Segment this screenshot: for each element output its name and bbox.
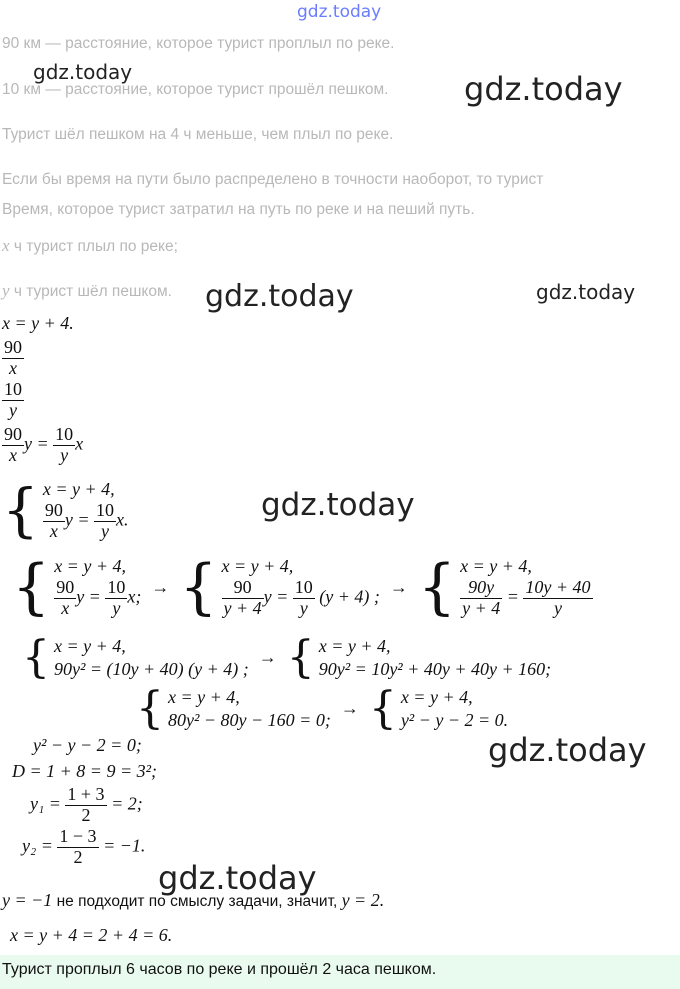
- system-row-3: { x = y + 4, 80y² − 80y − 160 = 0; → { x = y + 4, y² − y − 2 = 0.: [136, 683, 509, 734]
- given-line: Турист шёл пешком на 4 ч меньше, чем плыл по реке.: [2, 126, 394, 143]
- watermark: gdz.today: [158, 859, 317, 897]
- root-y2: y₂ = $\frac{1 - 3}{2}$ = −1.: [22, 826, 146, 867]
- var-y-line: y ч турист шёл пешком.: [2, 281, 172, 300]
- discriminant: D = 1 + 8 = 9 = 3²;: [12, 761, 157, 781]
- answer-box: [0, 955, 680, 989]
- watermark: gdz.today: [261, 487, 415, 523]
- system-row-2: { x = y + 4, 90y² = (10y + 40) (y + 4) ; → { x = y + 4, 90y² = 10y² + 40y + 40y + 160;: [22, 632, 552, 683]
- x-value: x = y + 4 = 2 + 4 = 6.: [10, 925, 173, 945]
- fraction-90-x: $\frac{90}{x}$: [4, 337, 22, 378]
- given-line: 10 км — расстояние, которое турист прошёл пешком.: [2, 81, 389, 98]
- watermark: gdz.today: [33, 60, 133, 84]
- conclusion-line: y = −1 не подходит по смыслу задачи, значит, y = 2.: [2, 890, 385, 910]
- given-line: Время, которое турист затратил на путь по реке и на пеший путь.: [2, 201, 475, 218]
- root-y1: y₁ = $\frac{1 + 3}{2}$ = 2;: [30, 784, 143, 825]
- given-line: 90 км — расстояние, которое турист проплыл по реке.: [2, 35, 395, 52]
- equation-times: $\frac{90}{x}$ y = $\frac{10}{y}$ x: [4, 424, 84, 465]
- watermark: gdz.today: [488, 731, 647, 769]
- watermark-top: gdz.today: [297, 2, 382, 22]
- system-1: { x = y + 4, $\frac{90}{x}$ y = $\frac{10}{y}$ x.: [2, 476, 129, 544]
- watermark: gdz.today: [464, 70, 623, 108]
- watermark: gdz.today: [536, 280, 636, 304]
- given-line: Если бы время на пути было распределено в точности наоборот, то турист: [2, 171, 544, 188]
- answer-text: Турист проплыл 6 часов по реке и прошёл 2 часа пешком.: [2, 961, 437, 978]
- watermark: gdz.today: [205, 279, 354, 314]
- quadratic-equation: y² − y − 2 = 0;: [33, 735, 142, 755]
- equation-x: x = y + 4.: [2, 313, 74, 333]
- system-row-1: { x = y + 4, $\frac{90}{x}$ y = $\frac{10}{y}$ x; → { x = y + 4, $\frac{90}{y + 4}$ y = $\frac{10}{y}$ (y + 4) ; → { x = y + 4, $\frac{90y}{y + 4}$ = $\frac{10y + 40}{y}$: [12, 552, 591, 622]
- fraction-10-y: $\frac{10}{y}$: [4, 379, 22, 420]
- var-x-line: x ч турист плыл по реке;: [2, 236, 178, 255]
